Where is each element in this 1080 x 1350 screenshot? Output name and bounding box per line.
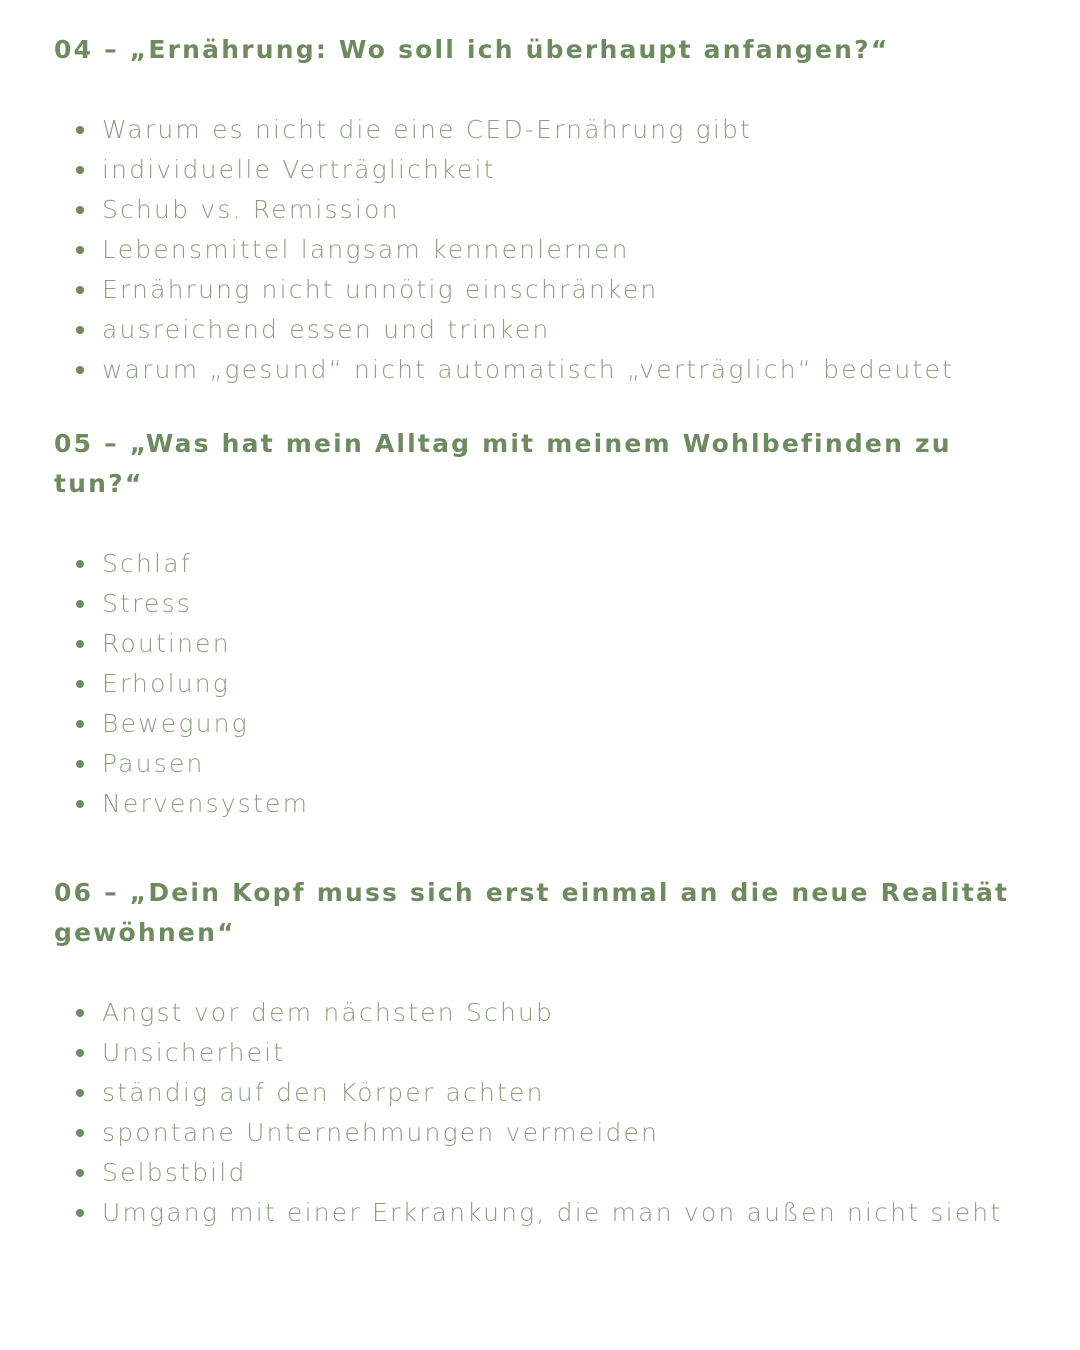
list-item-text: Warum es nicht die eine CED-Ernährung gibt: [102, 115, 753, 144]
list-item-text: Unsicherheit: [102, 1038, 286, 1067]
list-item: [102, 1113, 1044, 1153]
bullet-icon: [76, 1089, 84, 1097]
document-content: [54, 30, 1044, 1233]
section-heading-04: 04 – „Ernährung: Wo soll ich überhaupt anfangen?“: [54, 35, 890, 64]
bullet-icon: [76, 246, 84, 254]
list-item: [102, 1073, 1044, 1113]
list-item: [102, 190, 1044, 230]
bullet-icon: [76, 720, 84, 728]
bullet-icon: [76, 366, 84, 374]
bullet-icon: [76, 800, 84, 808]
list-item: [102, 230, 1044, 270]
bullet-icon: [76, 326, 84, 334]
topic-list-06: [54, 993, 1044, 1233]
list-item: [102, 1033, 1044, 1073]
list-item-text: ständig auf den Körper achten: [102, 1078, 545, 1107]
list-item: [102, 350, 1044, 390]
list-item-text: Stress: [102, 589, 193, 618]
list-item-text: Schlaf: [102, 549, 192, 578]
bullet-icon: [76, 680, 84, 688]
list-item-text: Routinen: [102, 629, 231, 658]
bullet-icon: [76, 600, 84, 608]
topic-list-04: [54, 110, 1044, 390]
section-heading-06: 06 – „Dein Kopf muss sich erst einmal an die neue Realität gewöhnen“: [54, 878, 1010, 947]
list-item: [102, 270, 1044, 310]
bullet-icon: [76, 206, 84, 214]
list-item: [102, 624, 1044, 664]
list-item: [102, 310, 1044, 350]
list-item-text: spontane Unternehmungen vermeiden: [102, 1118, 660, 1147]
list-item: [102, 744, 1044, 784]
list-item-text: Erholung: [102, 669, 231, 698]
list-item-text: Schub vs. Remission: [102, 195, 400, 224]
list-item-text: Ernährung nicht unnötig einschränken: [102, 275, 659, 304]
list-item-text: warum „gesund“ nicht automatisch „verträglich“ bedeutet: [102, 355, 955, 384]
list-item-text: Nervensystem: [102, 789, 310, 818]
bullet-icon: [76, 1009, 84, 1017]
list-item: [102, 1193, 1044, 1233]
bullet-icon: [76, 560, 84, 568]
bullet-icon: [76, 166, 84, 174]
list-item-text: Umgang mit einer Erkrankung, die man von außen nicht sieht: [102, 1198, 1003, 1227]
bullet-icon: [76, 1169, 84, 1177]
list-item: [102, 544, 1044, 584]
list-item-text: ausreichend essen und trinken: [102, 315, 551, 344]
list-item: [102, 784, 1044, 824]
bullet-icon: [76, 286, 84, 294]
list-item: [102, 150, 1044, 190]
list-item-text: Pausen: [102, 749, 205, 778]
bullet-icon: [76, 1209, 84, 1217]
section-heading-05: 05 – „Was hat mein Alltag mit meinem Wohlbefinden zu tun?“: [54, 429, 952, 498]
bullet-icon: [76, 760, 84, 768]
bullet-icon: [76, 1049, 84, 1057]
list-item-text: Bewegung: [102, 709, 249, 738]
list-item: [102, 1153, 1044, 1193]
list-item-text: individuelle Verträglichkeit: [102, 155, 496, 184]
topic-list-05: [54, 544, 1044, 824]
list-item-text: Selbstbild: [102, 1158, 247, 1187]
list-item: [102, 664, 1044, 704]
list-item: [102, 584, 1044, 624]
list-item: [102, 704, 1044, 744]
list-item-text: Angst vor dem nächsten Schub: [102, 998, 555, 1027]
bullet-icon: [76, 640, 84, 648]
bullet-icon: [76, 126, 84, 134]
list-item: [102, 993, 1044, 1033]
list-item-text: Lebensmittel langsam kennenlernen: [102, 235, 630, 264]
list-item: [102, 110, 1044, 150]
bullet-icon: [76, 1129, 84, 1137]
